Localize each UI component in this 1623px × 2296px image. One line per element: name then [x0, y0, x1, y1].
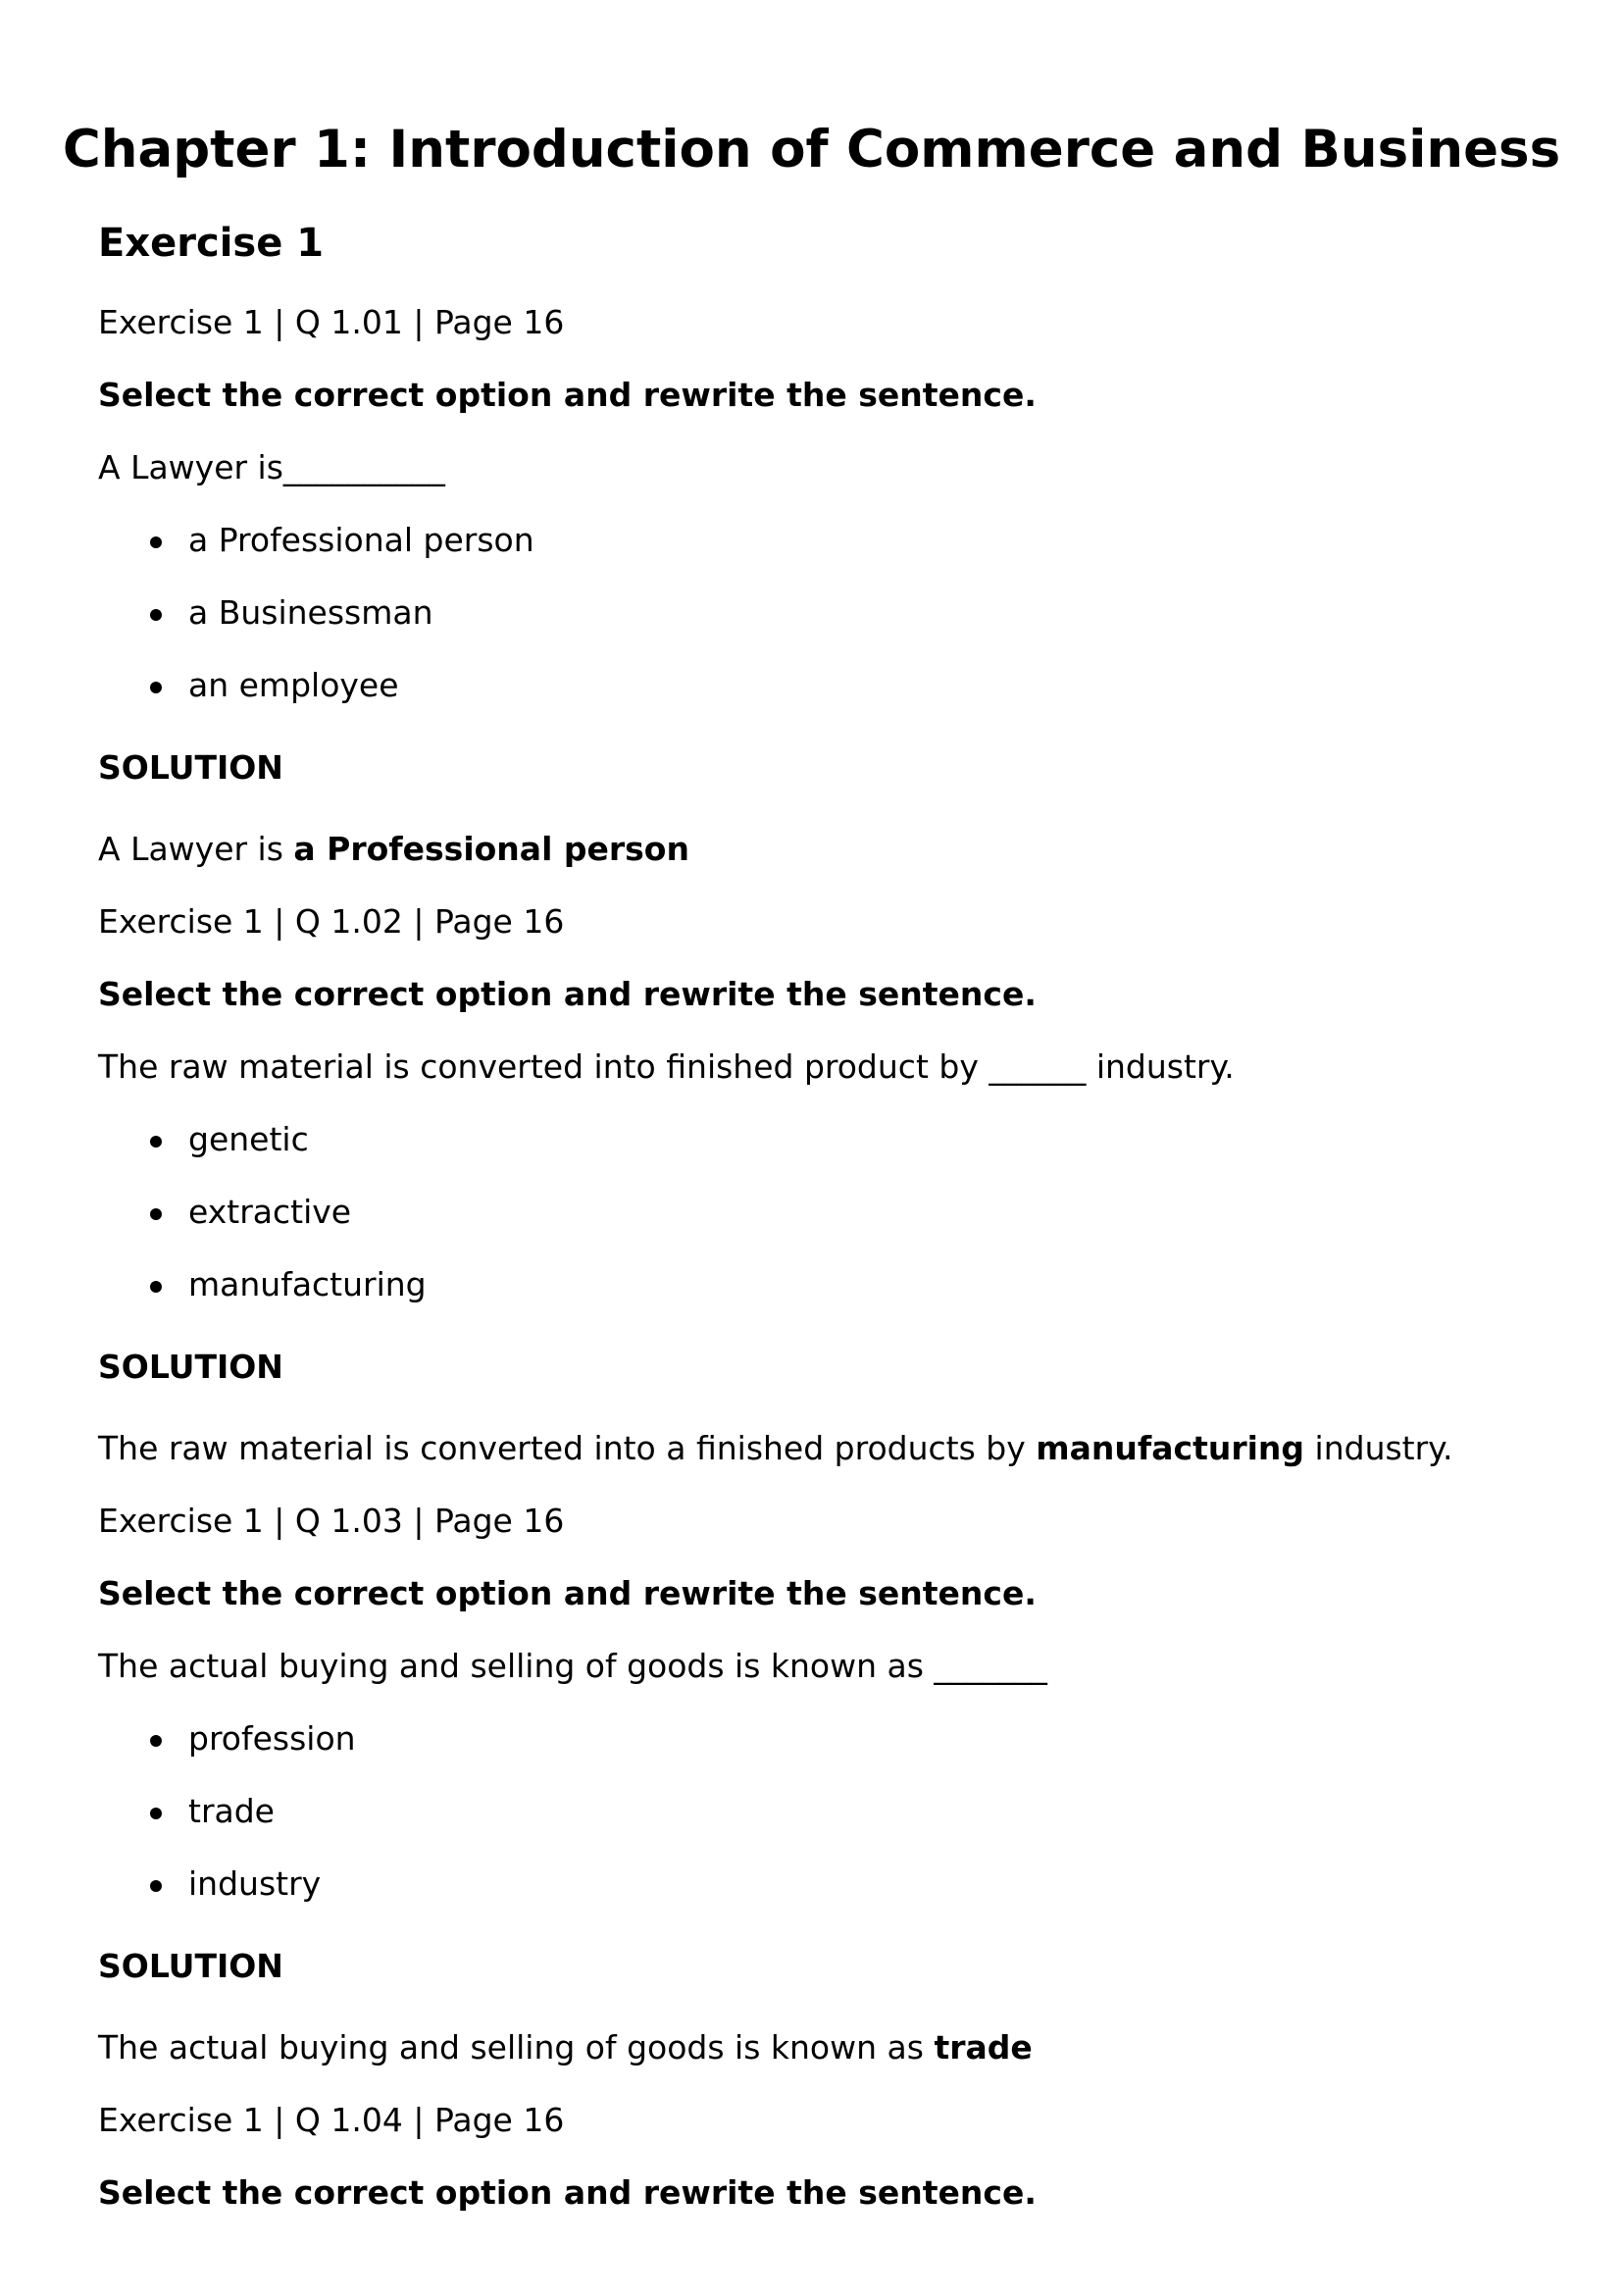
bullet-dot — [150, 1735, 162, 1747]
option-item: genetic — [188, 1120, 309, 1158]
answer-text: A Lawyer is — [98, 830, 294, 868]
answer-text: industry. — [1304, 1429, 1453, 1467]
solution-answer — [98, 827, 689, 872]
solution-answer — [98, 2025, 1033, 2070]
bullet-dot — [150, 609, 162, 621]
bullet-dot — [150, 1281, 162, 1293]
question-ref: Exercise 1 | Q 1.03 | Page 16 — [98, 1502, 565, 1540]
question-instruction: Select the correct option and rewrite the sentence. — [98, 1574, 1037, 1612]
option-item: extractive — [188, 1193, 352, 1231]
question-prompt: The actual buying and selling of goods is known as _______ — [98, 1647, 1047, 1685]
solution-label: SOLUTION — [98, 748, 283, 787]
answer-highlight: trade — [934, 2028, 1033, 2066]
question-prompt: The raw material is converted into finished product by ______ industry. — [98, 1047, 1235, 1086]
question-ref: Exercise 1 | Q 1.04 | Page 16 — [98, 2101, 565, 2139]
chapter-title: Chapter 1: Introduction of Commerce and Business — [62, 120, 1561, 179]
exercise-heading: Exercise 1 — [98, 221, 325, 266]
answer-text: The raw material is converted into a finished products by — [98, 1429, 1037, 1467]
answer-highlight: a Professional person — [293, 830, 689, 868]
question-instruction: Select the correct option and rewrite the sentence. — [98, 975, 1037, 1013]
solution-answer — [98, 1426, 1453, 1471]
solution-label: SOLUTION — [98, 1348, 283, 1386]
bullet-dot — [150, 1136, 162, 1148]
option-item: manufacturing — [188, 1265, 427, 1303]
answer-highlight: manufacturing — [1036, 1429, 1305, 1467]
solution-label: SOLUTION — [98, 1947, 283, 1985]
question-instruction: Select the correct option and rewrite the sentence. — [98, 2173, 1037, 2212]
question-instruction: Select the correct option and rewrite the sentence. — [98, 376, 1037, 414]
bullet-dot — [150, 536, 162, 548]
answer-text: The actual buying and selling of goods is known as — [98, 2028, 935, 2066]
question-prompt: A Lawyer is__________ — [98, 448, 445, 486]
option-item: trade — [188, 1792, 275, 1830]
option-item: industry — [188, 1864, 322, 1903]
question-ref: Exercise 1 | Q 1.02 | Page 16 — [98, 902, 565, 941]
bullet-dot — [150, 1808, 162, 1819]
option-item: a Businessman — [188, 593, 433, 632]
bullet-dot — [150, 1880, 162, 1892]
option-item: a Professional person — [188, 521, 534, 559]
bullet-dot — [150, 1208, 162, 1220]
question-ref: Exercise 1 | Q 1.01 | Page 16 — [98, 303, 565, 341]
option-item: profession — [188, 1719, 356, 1758]
option-item: an employee — [188, 666, 399, 704]
bullet-dot — [150, 682, 162, 693]
